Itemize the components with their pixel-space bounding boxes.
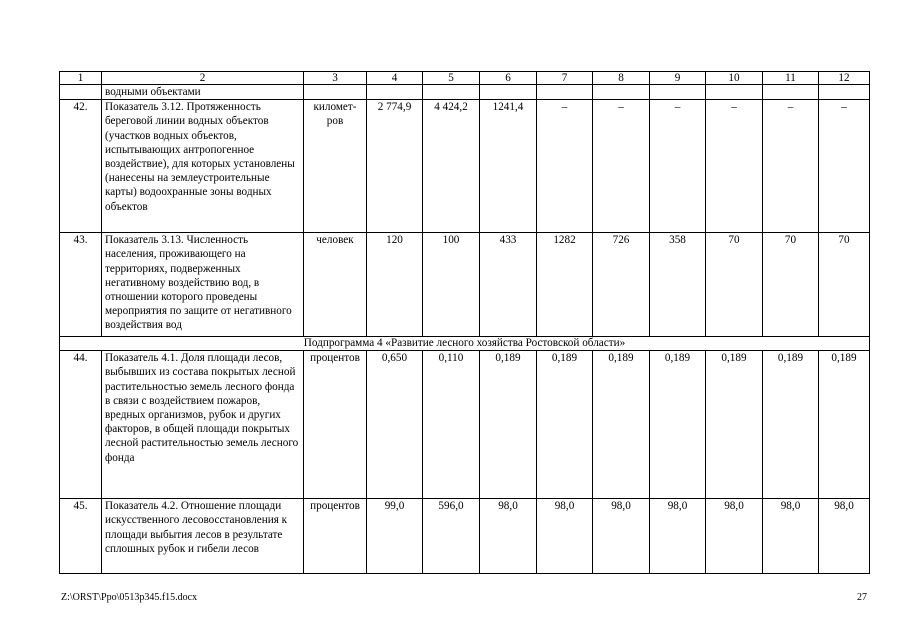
value-cell: 0,189 — [537, 351, 593, 499]
column-number: 4 — [367, 72, 423, 85]
page-number: 27 — [857, 592, 867, 603]
value-cell: 2 774,9 — [367, 100, 423, 233]
value-cell: 98,0 — [819, 499, 870, 574]
value-cell: 70 — [819, 233, 870, 337]
value-cell: 0,189 — [763, 351, 819, 499]
row-number: 45. — [60, 499, 102, 574]
continuation-text: водными объектами — [102, 85, 304, 100]
unit-cell: процентов — [304, 351, 367, 499]
column-number: 6 — [480, 72, 537, 85]
indicator-text: Показатель 3.12. Протяженность береговой линии водных объектов (участков водных объектов, испытывающих антропогенное воздействие), для которых установлены (нанесены на землеустроительные карты) водоохранные зоны водных объектов — [102, 100, 304, 233]
value-cell: 70 — [706, 233, 763, 337]
value-cell: – — [763, 100, 819, 233]
value-cell: 70 — [763, 233, 819, 337]
unit-cell: человек — [304, 233, 367, 337]
indicator-text: Показатель 3.13. Численность населения, проживающего на территориях, подверженных негативному воздействию вод, в отношении которого проведены мероприятия по защите от негативного воздействия вод — [102, 233, 304, 337]
column-number-row — [60, 72, 870, 85]
value-cell: 4 424,2 — [423, 100, 480, 233]
table-row — [60, 100, 870, 233]
value-cell: – — [650, 100, 706, 233]
value-cell: 726 — [593, 233, 650, 337]
value-cell: 0,189 — [593, 351, 650, 499]
unit-cell: километ-ров — [304, 100, 367, 233]
table-row — [60, 233, 870, 337]
footer-file-path: Z:\ORST\Ppo\0513p345.f15.docx — [61, 592, 198, 603]
value-cell: – — [593, 100, 650, 233]
value-cell: 98,0 — [706, 499, 763, 574]
row-number: 43. — [60, 233, 102, 337]
value-cell: 98,0 — [537, 499, 593, 574]
value-cell: 1282 — [537, 233, 593, 337]
row-number: 44. — [60, 351, 102, 499]
value-cell: 0,189 — [706, 351, 763, 499]
column-number: 1 — [60, 72, 102, 85]
value-cell: 1241,4 — [480, 100, 537, 233]
value-cell: – — [537, 100, 593, 233]
row-number: 42. — [60, 100, 102, 233]
value-cell: 98,0 — [650, 499, 706, 574]
indicator-text: Показатель 4.1. Доля площади лесов, выбывших из состава покрытых лесной растительностью земель лесного фонда в связи с воздействием пожаров, вредных организмов, рубок и других факторов, в общей площади покрытых лесной растительностью земель лесного фонда — [102, 351, 304, 499]
value-cell: – — [706, 100, 763, 233]
column-number: 10 — [706, 72, 763, 85]
value-cell: 0,189 — [819, 351, 870, 499]
indicator-text: Показатель 4.2. Отношение площади искусственного лесовосстановления к площади выбытия лесов в результате сплошных рубок и гибели лесов — [102, 499, 304, 574]
table-row — [60, 351, 870, 499]
column-number: 8 — [593, 72, 650, 85]
value-cell: 100 — [423, 233, 480, 337]
column-number: 2 — [102, 72, 304, 85]
table-row — [60, 499, 870, 574]
value-cell: 0,189 — [480, 351, 537, 499]
continuation-row — [60, 85, 870, 100]
value-cell: 98,0 — [480, 499, 537, 574]
unit-cell: процентов — [304, 499, 367, 574]
column-number: 7 — [537, 72, 593, 85]
value-cell: – — [819, 100, 870, 233]
subprogram-title: Подпрограмма 4 «Развитие лесного хозяйства Ростовской области» — [60, 337, 870, 351]
column-number: 11 — [763, 72, 819, 85]
value-cell: 433 — [480, 233, 537, 337]
indicators-table — [59, 71, 870, 574]
value-cell: 596,0 — [423, 499, 480, 574]
column-number: 9 — [650, 72, 706, 85]
value-cell: 99,0 — [367, 499, 423, 574]
value-cell: 120 — [367, 233, 423, 337]
value-cell: 98,0 — [763, 499, 819, 574]
value-cell: 0,189 — [650, 351, 706, 499]
value-cell: 0,110 — [423, 351, 480, 499]
column-number: 12 — [819, 72, 870, 85]
column-number: 5 — [423, 72, 480, 85]
value-cell: 0,650 — [367, 351, 423, 499]
column-number: 3 — [304, 72, 367, 85]
value-cell: 358 — [650, 233, 706, 337]
subprogram-row — [60, 337, 870, 351]
value-cell: 98,0 — [593, 499, 650, 574]
